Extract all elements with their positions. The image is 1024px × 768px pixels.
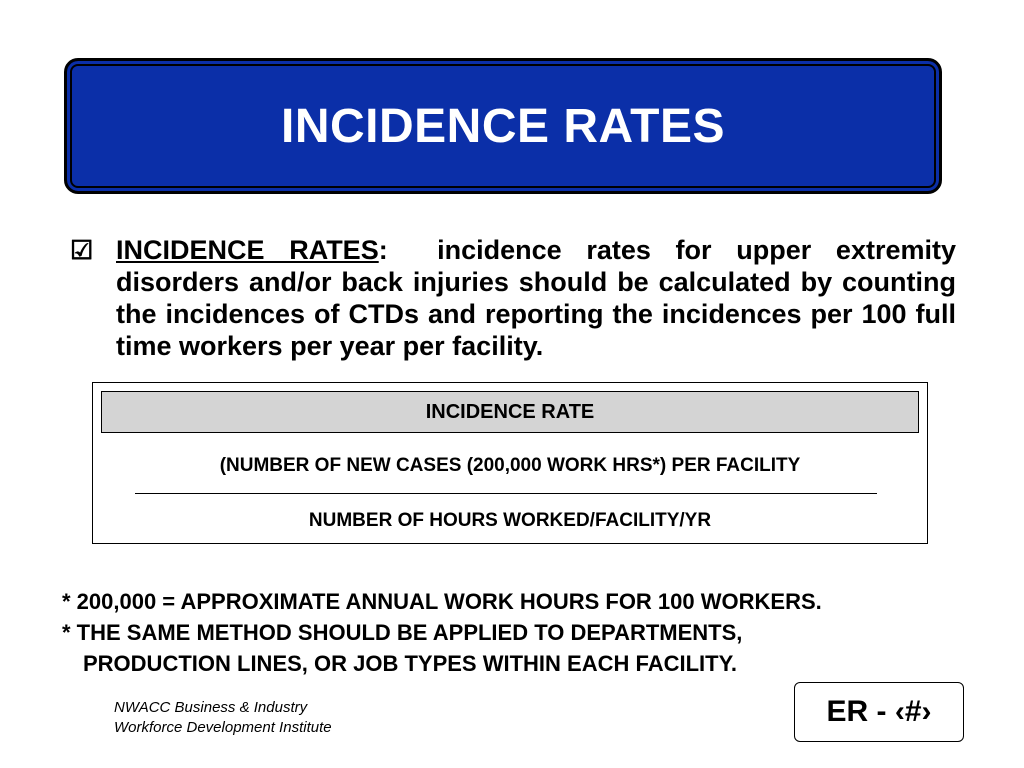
bullet-colon: : xyxy=(378,235,388,265)
bullet-item xyxy=(70,234,956,362)
formula-header: INCIDENCE RATE xyxy=(101,391,919,433)
page-number-label: ER - ‹#› xyxy=(826,695,932,728)
organization-line-1: NWACC Business & Industry xyxy=(114,699,308,716)
checkbox-checked-icon: ☑ xyxy=(70,235,94,265)
footnote-1: * 200,000 = APPROXIMATE ANNUAL WORK HOURS FOR 100 WORKERS. xyxy=(62,589,822,614)
formula-box xyxy=(92,382,928,544)
footnote-2-continued: PRODUCTION LINES, OR JOB TYPES WITHIN EACH FACILITY. xyxy=(83,651,737,676)
page-number-box xyxy=(794,682,964,742)
organization-line-2: Workforce Development Institute xyxy=(114,719,332,736)
bullet-term: INCIDENCE RATES xyxy=(116,235,379,265)
fraction-line xyxy=(135,493,877,494)
slide-title: INCIDENCE RATES xyxy=(281,99,725,153)
footnotes xyxy=(62,586,822,679)
footnote-2: * THE SAME METHOD SHOULD BE APPLIED TO DEPARTMENTS, xyxy=(62,620,743,645)
bullet-text xyxy=(116,234,956,362)
formula-numerator: (NUMBER OF NEW CASES (200,000 WORK HRS*) PER FACILITY xyxy=(219,455,801,476)
organization-name xyxy=(114,698,332,738)
title-banner xyxy=(64,58,942,194)
bullet-description: incidence rates for upper extremity disorders and/or back injuries should be calculated by counting the incidences of CTDs and reporting the incidences per 100 full time workers per year per facility. xyxy=(116,235,956,361)
formula-denominator: NUMBER OF HOURS WORKED/FACILITY/YR xyxy=(308,510,712,531)
